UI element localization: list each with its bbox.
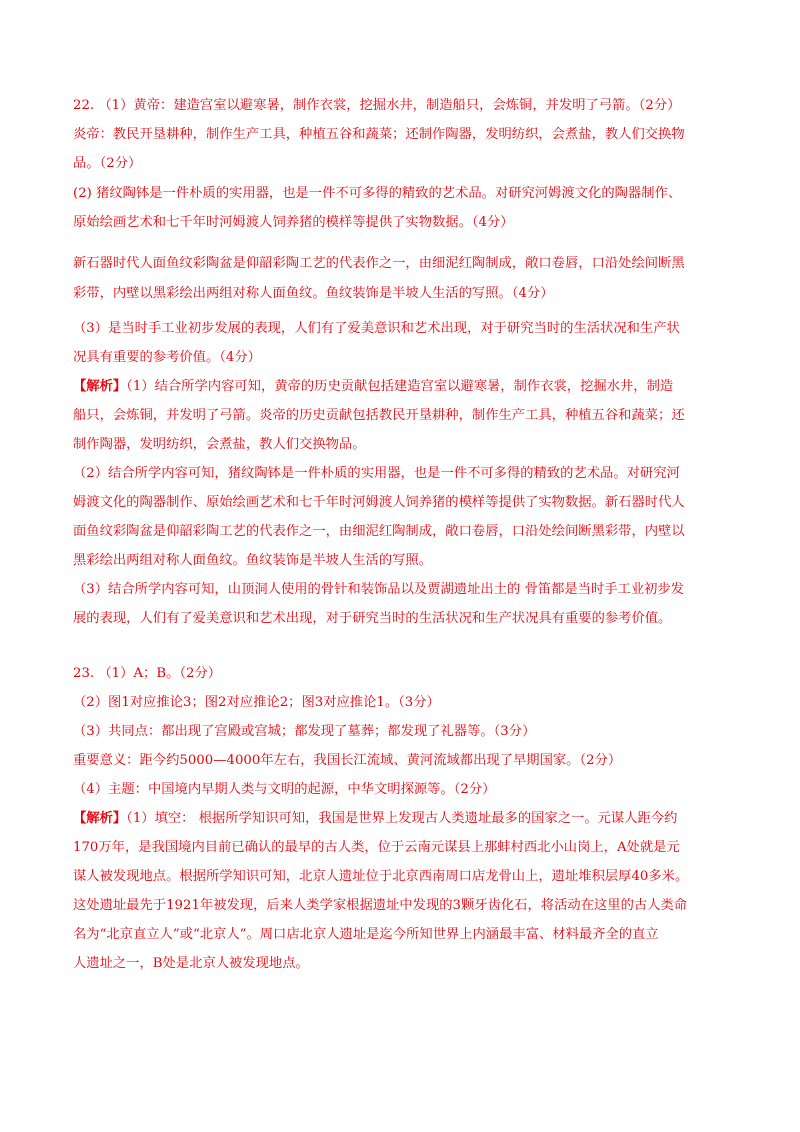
q22-line: (2) 猪纹陶钵是一件朴质的实用器，也是一件不可多得的精致的艺术品。对研究河姆渡文化的陶器制作、 [73, 186, 682, 201]
q22-line: 新石器时代人面鱼纹彩陶盆是仰韶彩陶工艺的代表作之一，由细泥红陶制成，敞口卷唇，口沿处绘间断黑 [73, 256, 685, 271]
q23-analysis-line: 这处遗址最先于1921年被发现，后来人类学家根据遗址中发现的3颗牙齿化石，将活动在这里的古人类命 [73, 898, 688, 913]
q22-analysis-first-line [73, 378, 733, 396]
q22-line: （3）是当时手工业初步发展的表现，人们有了爱美意识和艺术出现，对于研究当时的生活状况和生产状 [73, 321, 680, 336]
q22-analysis-line: 面鱼纹彩陶盆是仰韶彩陶工艺的代表作之一，由细泥红陶制成，敞口卷唇，口沿处绘间断黑彩带，内壁以 [73, 524, 685, 539]
q23-analysis-line: 谋人被发现地点。根据所学知识可知，北京人遗址位于北京西南周口店龙骨山上，遗址堆积层厚40多米。 [73, 869, 689, 884]
q23-line: （4）主题：中国境内早期人类与文明的起源，中华文明探源等。（2分） [73, 782, 496, 797]
q23-analysis-line: 名为“北京直立人”或“北京人”。周口店北京人遗址是迄今所知世界上内涵最丰富、材料最齐全的直立 [73, 927, 659, 942]
q22-analysis-line: 制作陶器，发明纺织，会煮盐，教人们交换物品。 [73, 437, 366, 452]
q23-line: 23. （1）A；B。（2分） [73, 666, 222, 681]
analysis-tag: 【解析】 [73, 379, 127, 394]
q22-line: 原始绘画艺术和七千年时河姆渡人饲养猪的模样等提供了实物数据。（4分） [73, 215, 514, 230]
q22-analysis-line: 姆渡文化的陶器制作、原始绘画艺术和七千年时河姆渡人饲养猪的模样等提供了实物数据。新石器时代人 [73, 495, 685, 510]
q22-analysis-line: （3）结合所学内容可知，山顶洞人使用的骨针和装饰品以及贾湖遗址出土的 骨笛都是当时手工业初步发 [73, 582, 685, 597]
analysis-tag: 【解析】 [73, 811, 127, 826]
analysis-text: （1）结合所学内容可知，黄帝的历史贡献包括建造宫室以避寒暑，制作衣裳，挖掘水井，制造 [126, 379, 674, 394]
q23-line: 重要意义：距今约5000—4000年左右，我国长江流域、黄河流域都出现了早期国家。（2分） [73, 753, 622, 768]
q22-analysis-line: （2）结合所学内容可知，猪纹陶钵是一件朴质的实用器，也是一件不可多得的精致的艺术品。对研究河 [73, 466, 680, 481]
q23-analysis-line: 人遗址之一，B处是北京人被发现地点。 [73, 956, 309, 971]
analysis-text: （1）填空： 根据所学知识可知，我国是世界上发现古人类遗址最多的国家之一。元谋人距今约 [126, 811, 678, 826]
q22-line: 22. （1）黄帝：建造宫室以避寒暑，制作衣裳，挖掘水井，制造船只，会炼铜，并发明了弓箭。（2分） [73, 98, 681, 113]
q22-line: 彩带，内壁以黑彩绘出两组对称人面鱼纹。鱼纹装饰是半坡人生活的写照。（4分） [73, 286, 554, 301]
q23-line: （3）共同点：都出现了宫殿或宫城；都发现了墓葬；都发现了礼器等。（3分） [73, 724, 536, 739]
q22-analysis-line: 展的表现，人们有了爱美意识和艺术出现，对于研究当时的生活状况和生产状况具有重要的参考价值。 [73, 611, 672, 626]
q23-line: （2）图1对应推论3；图2对应推论2；图3对应推论1。（3分） [73, 695, 440, 710]
q23-analysis-first-line [73, 810, 733, 828]
q22-analysis-line: 黑彩绘出两组对称人面鱼纹。鱼纹装饰是半坡人生活的写照。 [73, 553, 433, 568]
q23-analysis-line: 170万年，是我国境内目前已确认的最早的古人类，位于云南元谋县上那蚌村西北小山岗上，A处就是元 [73, 840, 680, 855]
q22-analysis-line: 船只，会炼铜，并发明了弓箭。炎帝的历史贡献包括教民开垦耕种，制作生产工具，种植五谷和蔬菜；还 [73, 408, 685, 423]
q22-line: 品。（2分） [73, 156, 142, 171]
q22-line: 况具有重要的参考价值。（4分） [73, 350, 261, 365]
q22-line: 炎帝：教民开垦耕种，制作生产工具，种植五谷和蔬菜；还制作陶器，发明纺织，会煮盐，教人们交换物 [73, 127, 685, 142]
